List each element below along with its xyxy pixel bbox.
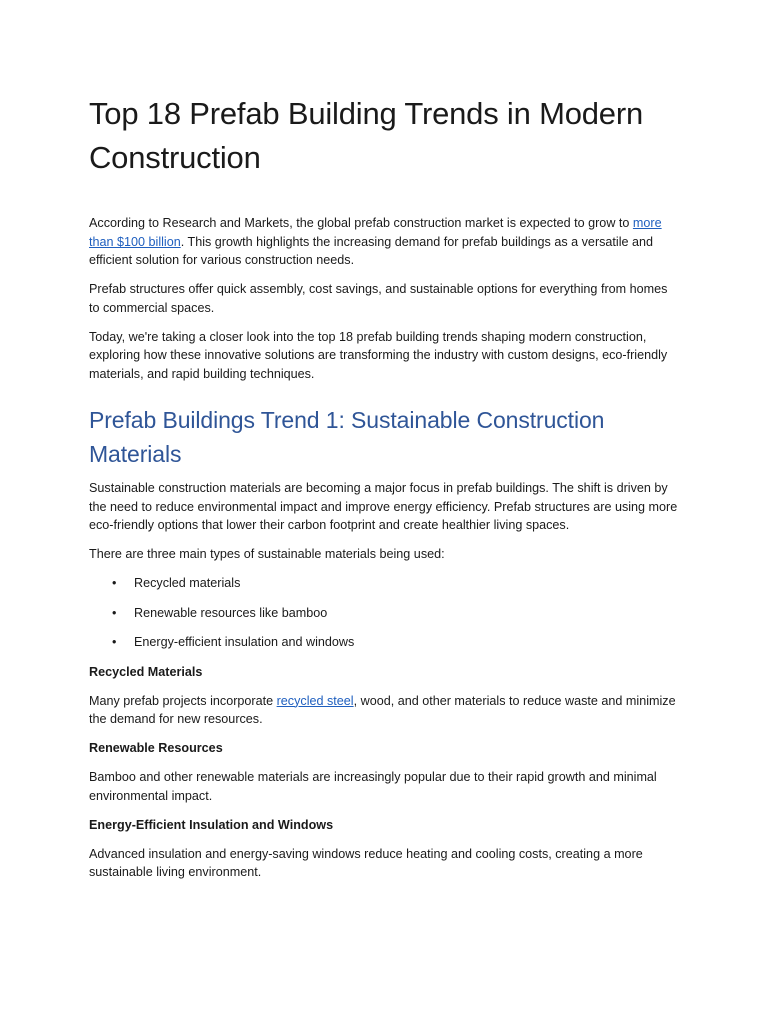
intro-p1-text-end: . This growth highlights the increasing demand for prefab buildings as a versatile and efficient solution for various construction needs. — [89, 234, 654, 267]
list-item — [89, 574, 681, 593]
document-title: Top 18 Prefab Building Trends in Modern Construction — [89, 96, 643, 175]
intro-paragraph-1 — [89, 214, 681, 270]
section1-paragraph-2: There are three main types of sustainable materials being used: — [89, 547, 445, 561]
list-item-text: Recycled materials — [134, 576, 241, 590]
intro-paragraph-2: Prefab structures offer quick assembly, cost savings, and sustainable options for everything from homes to commercial spaces. — [89, 282, 668, 315]
intro-p1-text-start: According to Research and Markets, the global prefab construction market is expected to grow to — [89, 216, 633, 230]
list-item-text: Renewable resources like bamboo — [134, 605, 328, 620]
bullet-icon: • — [112, 605, 117, 620]
list-item — [89, 633, 681, 652]
list-item-text: Energy-efficient insulation and windows — [134, 635, 355, 649]
subheading-recycled-materials: Recycled Materials — [89, 664, 203, 679]
recycled-steel-link[interactable]: recycled steel — [276, 693, 354, 708]
energy-efficient-paragraph: Advanced insulation and energy-saving windows reduce heating and cooling costs, creating a more sustainable living environment. — [89, 846, 643, 879]
bullet-icon: • — [112, 635, 117, 649]
subheading-renewable-resources: Renewable Resources — [89, 741, 223, 755]
section-heading-trend-1: Prefab Buildings Trend 1: Sustainable Construction Materials — [89, 407, 605, 467]
materials-list — [89, 574, 681, 652]
recycled-materials-paragraph — [89, 692, 681, 729]
document-page — [89, 92, 681, 892]
market-size-link[interactable]: more than $100 billion — [89, 216, 662, 249]
intro-paragraph-3: Today, we're taking a closer look into the top 18 prefab building trends shaping modern construction, exploring how these innovative solutions are transforming the industry with custom designs, eco-friendly materials, and rapid building techniques. — [89, 329, 668, 381]
section1-paragraph-1: Sustainable construction materials are becoming a major focus in prefab buildings. The shift is driven by the need to reduce environmental impact and improve energy efficiency. Prefab structures are using more eco-friendly options that lower their carbon footprint and create healthier living spaces. — [89, 481, 678, 532]
recycled-text-end: , wood, and other materials to reduce waste and minimize the demand for new resources. — [89, 693, 676, 726]
renewable-resources-paragraph: Bamboo and other renewable materials are increasingly popular due to their rapid growth and minimal environmental impact. — [89, 770, 657, 803]
subheading-energy-efficient: Energy-Efficient Insulation and Windows — [89, 817, 334, 832]
list-item — [89, 604, 681, 623]
recycled-text-start: Many prefab projects incorporate — [89, 693, 277, 708]
bullet-icon: • — [112, 576, 117, 590]
